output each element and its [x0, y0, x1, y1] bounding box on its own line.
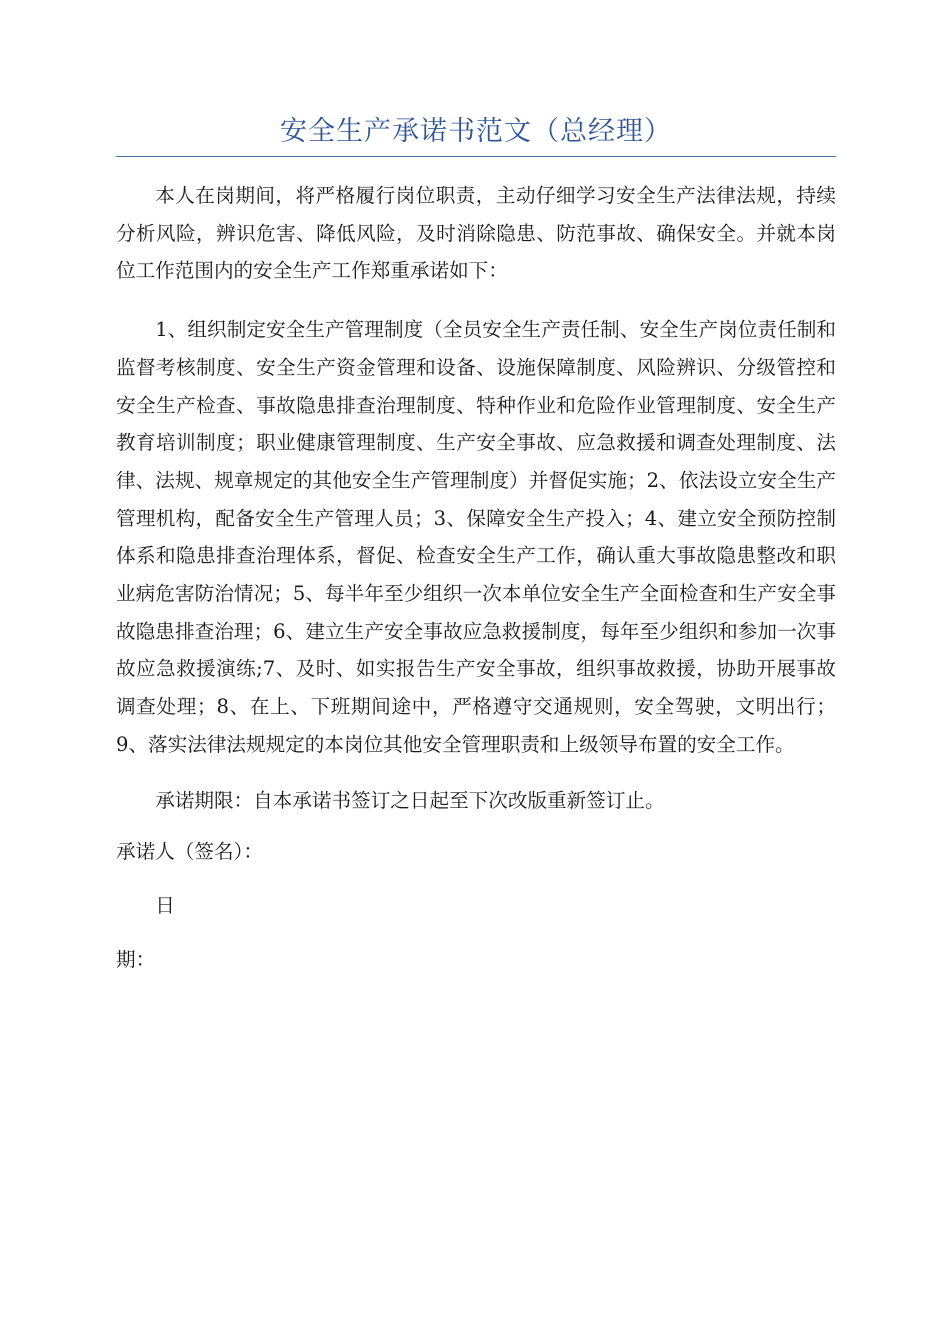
- date-label-part2: 期：: [116, 947, 156, 971]
- intro-paragraph: 本人在岗期间，将严格履行岗位职责，主动仔细学习安全生产法律法规，持续分析风险，辨识危害、降低风险，及时消除隐患、防范事故、确保安全。并就本岗位工作范围内的安全生产工作郑重承诺如下：: [116, 184, 836, 283]
- title-block: [116, 112, 836, 157]
- commitments-paragraph: 1、组织制定安全生产管理制度（全员安全生产责任制、安全生产岗位责任制和监督考核制度、安全生产资金管理和设备、设施保障制度、风险辨识、分级管控和安全生产检查、事故隐患排查治理制度、特种作业和危险作业管理制度、安全生产教育培训制度；职业健康管理制度、生产安全事故、应急救援和调查处理制度、法律、法规、规章规定的其他安全生产管理制度）并督促实施；2、依法设立安全生产管理机构，配备安全生产管理人员；3、保障安全生产投入；4、建立安全预防控制体系和隐患排查治理体系，督促、检查安全生产工作，确认重大事故隐患整改和职业病危害防治情况；5、每半年至少组织一次本单位安全生产全面检查和生产安全事故隐患排查治理；6、建立生产安全事故应急救援制度，每年至少组织和参加一次事故应急救援演练;7、及时、如实报告生产安全事故，组织事故救援，协助开展事故调查处理；8、在上、下班期间途中，严格遵守交通规则，安全驾驶，文明出行；9、落实法律法规规定的本岗位其他安全管理职责和上级领导布置的安全工作。: [116, 318, 836, 756]
- signer-label: 承诺人（签名）：: [116, 840, 263, 864]
- document-page: [116, 112, 836, 978]
- period-paragraph: 承诺期限：自本承诺书签订之日起至下次改版重新签订止。: [155, 788, 665, 812]
- date-label-part1: 日: [155, 893, 175, 917]
- document-title: 安全生产承诺书范文（总经理）: [280, 116, 672, 147]
